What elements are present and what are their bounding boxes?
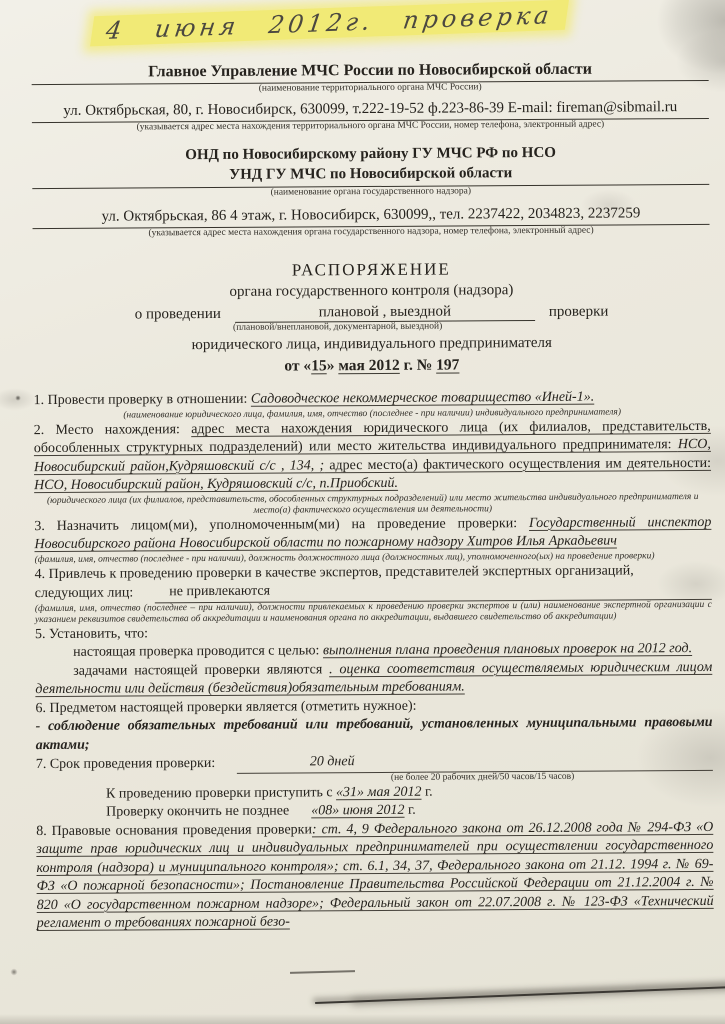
item-2-caption: (юридического лица (их филиалов, представительств, обособленных структурных подразделений) или место жительства индивидуального предпринимателя и место(а) фактического осуществления им деятельности)	[46, 491, 699, 516]
item-5-tasks-label: задачами настоящей проверки являются	[73, 661, 330, 679]
dept-address-caption: (указывается адрес места нахождения органа государственного надзора, номер телефона, электронный адрес)	[148, 225, 594, 239]
check-type-value: плановой , выездной	[235, 303, 535, 323]
title-line2: органа государственного контроля (надзора)	[229, 282, 514, 300]
title-line3-suffix: проверки	[548, 303, 609, 320]
org-name: Главное Управление МЧС России по Новосибирской области	[32, 60, 709, 85]
date-suffix: г. №	[399, 356, 437, 374]
item-2-value1: НСО, Новосибирский район,Кудряшовский с/с , 134, ;	[33, 436, 711, 475]
document-content	[31, 0, 714, 934]
item-5-tasks	[35, 658, 712, 699]
scan-fold-line	[315, 986, 725, 1004]
document-title-block	[33, 258, 711, 377]
item-2-value2: НСО, Новосибирский район, Кудряшовский с/с, п.Приобский.	[34, 475, 399, 494]
item-2	[34, 417, 711, 495]
item-2-form1: адрес места нахождения юридического лица (их филиалов, представительств, обособленных структурных подразделений) или место жительства индивидуального предпринимателя:	[33, 418, 711, 457]
dept-name-caption: (наименование органа государственного надзора)	[270, 186, 472, 198]
order-number: 197	[436, 356, 460, 374]
item-2-label: 2. Место нахождения:	[33, 421, 192, 438]
item-5-goal-label: настоящая проверка проводится с целью:	[73, 643, 323, 660]
item-8-value: : ст. 4, 9 Федерального закона от 26.12.2008 года № 294-ФЗ «О защите прав юридических лиц и индивидуальных предпринимателей при осуществлении государственного контроля (надзора) и муниципального контроля»; ст. 6.1, 34, 37, Федерального закона от 21.12. 1994 г. № 69-ФЗ «О пожарной безопасности»; Постановление Правительства Российской Федерации от 21.12.2004 г. № 820 «О государственном пожарном надзоре»; Федеральный закон от 22.07.2008 г. № 123-ФЗ «Технический регламент о требованиях пожарной безо-	[36, 819, 714, 932]
scan-fold-line-small	[290, 970, 355, 973]
item-7-caption: (не более 20 рабочих дней/50 часов/15 часов)	[390, 771, 575, 783]
item-1-caption: (наименование юридического лица, фамилия, имя, отчество (последнее - при наличии) индивидуального предпринимателя)	[123, 406, 622, 421]
document-title: РАСПОРЯЖЕНИЕ	[291, 259, 451, 280]
date-day: 15	[311, 357, 327, 375]
check-start-suffix: г.	[421, 784, 433, 800]
document-body	[34, 388, 714, 934]
check-end-label: Проверку окончить не позднее	[106, 803, 290, 820]
item-4-value: не привлекаются	[155, 582, 339, 603]
check-end-suffix: г.	[404, 802, 416, 818]
item-7-label: 7. Срок проведения проверки:	[35, 755, 216, 773]
item-5-label: 5. Установить, что:	[34, 625, 148, 642]
item-7-value: 20 дней	[237, 753, 427, 774]
item-4-label2: следующих лиц:	[34, 585, 134, 602]
date-mid: »	[326, 357, 339, 375]
item-3-label: 3. Назначить лицом(ми), уполномоченным(ми) на проведение проверки:	[34, 515, 530, 534]
dept-name-line2: УНД ГУ МЧС по Новосибирской области	[32, 162, 709, 189]
date-month-year: мая 2012	[338, 356, 400, 375]
item-5-tasks-value: . оценка соответствия осуществляемых юридическим лицом деятельности или действия (бездействия)обязательным требованиям.	[35, 659, 713, 698]
handwritten-note-text: 4 июня 2012г. проверка	[90, 0, 569, 46]
check-end-date: «08» июня 2012	[311, 802, 405, 819]
org-name-caption: (наименование территориального органа МЧС России)	[258, 82, 482, 94]
title-line4: юридического лица, индивидуального предпринимателя	[191, 334, 552, 354]
item-1-label: 1. Провести проверку в отношении:	[33, 391, 251, 409]
item-3-value: Государственный инспектор Новосибирского района Новосибирской области по пожарному надзору Хитров Илья Аркадьевич	[34, 514, 712, 553]
item-4-caption: (фамилия, имя, отчество (последнее – при наличии), должности привлекаемых к проведению проверки экспертов и (или) наименование экспертной организации с указанием реквизитов свидетельства об аккредитации и наименования органа по аккредитации, выдавшего свидетельство об аккредитации)	[34, 599, 712, 625]
document-header	[32, 60, 710, 240]
item-6-value: - соблюдение обязательных требований или требований, установленных муниципальными правовыми актами;	[35, 714, 713, 753]
item-2-form2: адрес место(а) фактического осуществления им деятельности:	[324, 455, 712, 473]
item-3	[34, 513, 711, 554]
org-address-caption: (указывается адрес места нахождения территориального органа МЧС России, номер телефона, электронный адрес)	[136, 119, 605, 133]
dept-address: ул. Октябрьская, 86 4 этаж, г. Новосибирск, 630099,, тел. 2237422, 2034823, 2237259	[32, 205, 709, 229]
order-date-number	[33, 355, 710, 377]
item-7-duration-row	[36, 751, 713, 775]
item-4-line1: 4. Привлечь к проведению проверки в качестве экспертов, представителей экспертных организаций,	[34, 562, 634, 582]
item-3-caption: (фамилия, имя, отчество (последнее - при наличии), должность должностного лица (должностных лиц), уполномоченного(ых) на проведение проверки)	[34, 550, 655, 565]
org-address: ул. Октябрьская, 80, г. Новосибирск, 630099, т.222-19-52 ф.223-86-39 E-mail: fireman@sibmail.ru	[32, 99, 709, 123]
item-6-label: 6. Предметом настоящей проверки является (отметить нужное):	[35, 698, 417, 716]
date-prefix: от «	[284, 357, 312, 375]
check-start-date: «31» мая 2012	[335, 784, 422, 800]
check-type-caption: (плановой/внеплановой, документарной, выездной)	[233, 321, 443, 333]
item-5-goal-value: выполнения плана проведения плановых проверок на 2012 год.	[322, 641, 693, 659]
item-1-value: Садоводческое некоммерческое товарищество «Иней-1».	[250, 389, 595, 407]
dept-name-line1: ОНД по Новосибирскому району ГУ МЧС РФ по НСО	[185, 144, 556, 164]
check-start-label: К проведению проверки приступить с	[105, 784, 337, 802]
item-8	[36, 818, 714, 933]
item-8-label: 8. Правовые основания проведения проверки	[36, 821, 313, 839]
title-line3-prefix: о проведении	[134, 305, 221, 323]
